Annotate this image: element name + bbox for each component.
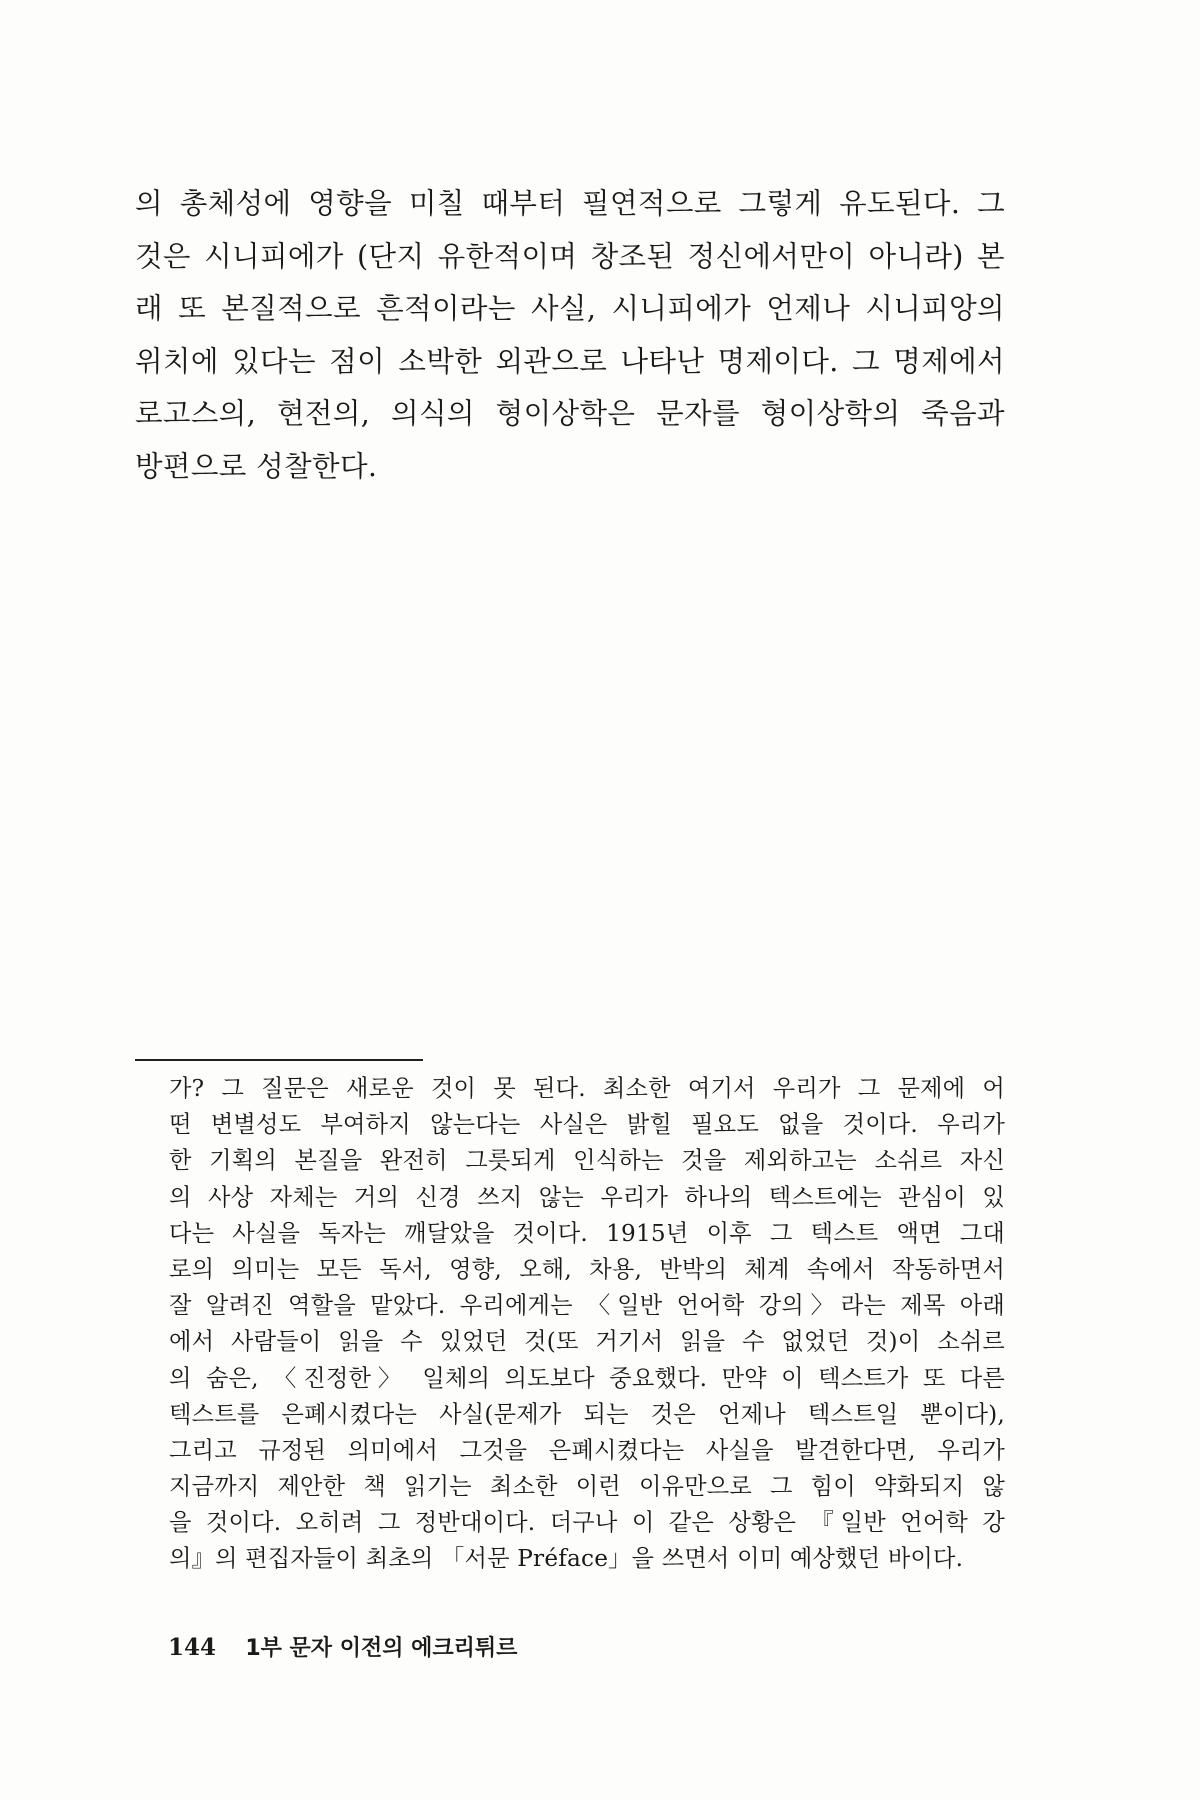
footnote-line: 그리고 규정된 의미에서 그것을 은폐시켰다는 사실을 발견한다면, 우리가 bbox=[169, 1436, 1005, 1464]
footnote-line: 에서 사람들이 읽을 수 있었던 것(또 거기서 읽을 수 없었던 것)이 소쉬르 bbox=[169, 1328, 1005, 1356]
footnote-line: 텍스트를 은폐시켰다는 사실(문제가 되는 것은 언제나 텍스트일 뿐이다), bbox=[169, 1400, 1005, 1428]
footnote-line: 의』의 편집자들이 최초의 「서문 Préface」을 쓰면서 이미 예상했던 바이다. bbox=[169, 1545, 964, 1573]
footnote-line: 의 숨은, 〈진정한〉 일체의 의도보다 중요했다. 만약 이 텍스트가 또 다른 bbox=[169, 1364, 1005, 1392]
body-paragraph bbox=[135, 178, 1005, 494]
running-head: 1부 문자 이전의 에크리튀르 bbox=[245, 1636, 518, 1661]
body-line: 의 총체성에 영향을 미칠 때부터 필연적으로 그렇게 유도된다. 그 bbox=[135, 187, 1005, 220]
footnote-line: 을 것이다. 오히려 그 정반대이다. 더구나 이 같은 상황은 『일반 언어학 강 bbox=[169, 1509, 1005, 1537]
body-line: 위치에 있다는 점이 소박한 외관으로 나타난 명제이다. 그 명제에서 bbox=[135, 344, 1005, 378]
footnote-line: 로의 의미는 모든 독서, 영향, 오해, 차용, 반박의 체계 속에서 작동하면서 bbox=[169, 1255, 1005, 1283]
footnote-line: 다는 사실을 독자는 깨달았을 것이다. 1915년 이후 그 텍스트 액면 그대 bbox=[169, 1219, 1005, 1247]
page-number: 144 bbox=[168, 1634, 217, 1661]
body-line: 방편으로 성찰한다. bbox=[135, 449, 378, 483]
footnote-block bbox=[169, 1071, 1005, 1578]
body-line: 래 또 본질적으로 흔적이라는 사실, 시니피에가 언제나 시니피앙의 bbox=[135, 292, 1005, 326]
footnote-line: 한 기획의 본질을 완전히 그릇되게 인식하는 것을 제외하고는 소쉬르 자신 bbox=[169, 1147, 1005, 1175]
footnote-separator bbox=[135, 1059, 423, 1061]
footnote-line: 잘 알려진 역할을 맡았다. 우리에게는 〈일반 언어학 강의〉라는 제목 아래 bbox=[169, 1292, 1005, 1320]
footnote-line: 떤 변별성도 부여하지 않는다는 사실은 밝힐 필요도 없을 것이다. 우리가 bbox=[169, 1111, 1006, 1139]
footnote-line: 지금까지 제안한 책 읽기는 최소한 이런 이유만으로 그 힘이 약화되지 않 bbox=[169, 1473, 1005, 1501]
footnote-line: 가? 그 질문은 새로운 것이 못 된다. 최소한 여기서 우리가 그 문제에 어 bbox=[169, 1075, 1005, 1102]
body-line: 것은 시니피에가 (단지 유한적이며 창조된 정신에서만이 아니라) 본 bbox=[135, 239, 1005, 273]
body-line: 로고스의, 현전의, 의식의 형이상학은 문자를 형이상학의 죽음과 bbox=[135, 397, 1005, 431]
footnote-line: 의 사상 자체는 거의 신경 쓰지 않는 우리가 하나의 텍스트에는 관심이 있 bbox=[169, 1183, 1005, 1211]
page-footer bbox=[168, 1633, 517, 1664]
